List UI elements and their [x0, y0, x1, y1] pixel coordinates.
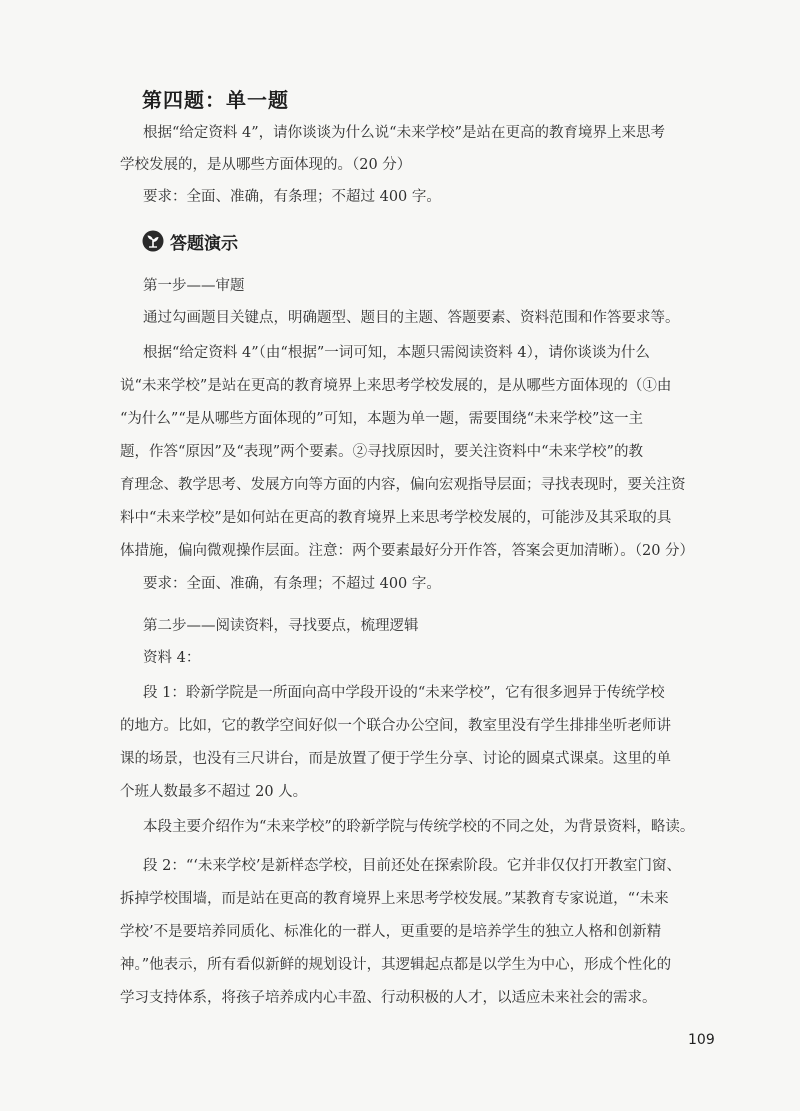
- step2-heading: 第二步——阅读资料，寻找要点，梳理逻辑: [143, 618, 419, 634]
- step1-text-line: 题，作答“原因”及“表现”两个要素。②寻找原因时，要关注资料中“未来学校”的教: [120, 444, 643, 460]
- material-para2-line: 拆掉学校围墙，而是站在更高的教育境界上来思考学校发展。”某教育专家说道，“‘未来: [120, 891, 669, 907]
- material-para2-line: 段 2：“‘未来学校’是新样态学校，目前还处在探索阶段。它并非仅仅打开教室门窗、: [143, 858, 681, 874]
- section-heading: [142, 228, 238, 254]
- para1-note: 本段主要介绍作为“未来学校”的聆新学院与传统学校的不同之处，为背景资料，略读。: [143, 819, 695, 835]
- material-para1-line: 的地方。比如，它的教学空间好似一个联合办公空间，教室里没有学生排排坐听老师讲: [120, 718, 671, 734]
- step1-intro: 通过勾画题目关键点，明确题型、题目的主题、答题要素、资料范围和作答要求等。: [143, 310, 680, 326]
- page-number: 109: [688, 1032, 715, 1048]
- material-para1-line: 课的场景，也没有三尺讲台，而是放置了便于学生分享、讨论的圆桌式课桌。这里的单: [120, 751, 671, 767]
- material-para2-line: 学校’不是要培养同质化、标准化的一群人，更重要的是培养学生的独立人格和创新精: [120, 924, 662, 940]
- step1-text-line: 根据“给定资料 4”（由“根据”一词可知，本题只需阅读资料 4），请你谈谈为什么: [143, 345, 650, 361]
- section-title: 答题演示: [170, 233, 238, 254]
- step1-text-line: 育理念、教学思考、发展方向等方面的内容，偏向宏观指导层面；寻找表现时，要关注资: [120, 477, 686, 493]
- question-prompt-line: 学校发展的，是从哪些方面体现的。（20 分）: [120, 157, 412, 173]
- material-para1-line: 个班人数最多不超过 20 人。: [120, 784, 308, 800]
- step1-text-line: 说“未来学校”是站在更高的教育境界上来思考学校发展的，是从哪些方面体现的（①由: [120, 378, 672, 394]
- material-para2-line: 学习支持体系，将孩子培养成内心丰盈、行动积极的人才，以适应未来社会的需求。: [120, 990, 657, 1006]
- material-para2-line: 神。”他表示，所有看似新鲜的规划设计，其逻辑起点都是以学生为中心，形成个性化的: [120, 957, 672, 973]
- step1-requirement: 要求：全面、准确，有条理；不超过 400 字。: [143, 576, 441, 592]
- step1-text-line: 体措施，偏向微观操作层面。注意：两个要素最好分开作答，答案会更加清晰）。（20 分）: [120, 543, 695, 559]
- question-requirement: 要求：全面、准确，有条理；不超过 400 字。: [143, 189, 441, 205]
- material-label: 资料 4：: [143, 650, 201, 666]
- material-para1-line: 段 1：聆新学院是一所面向高中学段开设的“未来学校”，它有很多迥异于传统学校: [143, 685, 665, 701]
- step1-text-line: 料中“未来学校”是如何站在更高的教育境界上来思考学校发展的，可能涉及其采取的具: [120, 510, 672, 526]
- question-prompt-line: 根据“给定资料 4”，请你谈谈为什么说“未来学校”是站在更高的教育境界上来思考: [143, 125, 665, 141]
- step1-heading: 第一步——审题: [143, 278, 245, 294]
- leaf-circle-icon: [142, 230, 164, 252]
- step1-text-line: “为什么”“是从哪些方面体现的”可知，本题为单一题，需要围绕“未来学校”这一主: [120, 411, 643, 427]
- question-title: 第四题：单一题: [142, 88, 289, 112]
